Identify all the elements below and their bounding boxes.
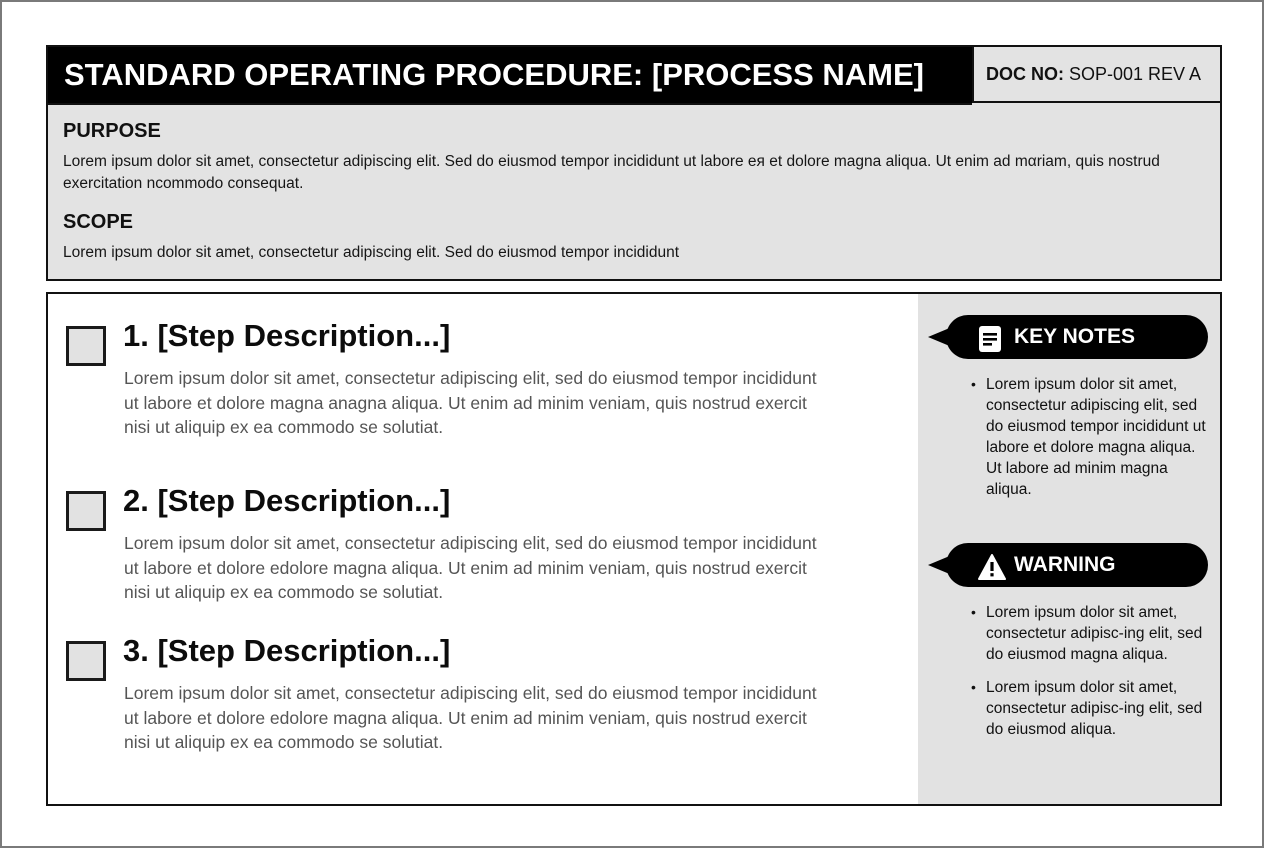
step-2-text: Lorem ipsum dolor sit amet, consectetur adipiscing elit, sed do eiusmod tempor incididunt ut labore et dolore edolore magna aliqua. Ut enim ad minim veniam, quis nostrud exercit nisi ut aliquip ex ea commodo se solutiat.	[124, 533, 817, 602]
purpose-text: Lorem ipsum dolor sit amet, consectetur adipiscing elit. Sed do eiusmod tempor incididunt ut labore eᴙ et dolore magna aliqua. Ut enim ad mαriam, quis nostrud exercitation ncommodo consequat.	[63, 153, 1160, 192]
list-item: • Lorem ipsum dolor sit amet, consectetur adipiscing elit, sed do eiusmod tempor incididunt ut labore et dolore magna aliqua. Ut labore ad minim magna aliqua.	[966, 374, 1206, 500]
list-item: • Lorem ipsum dolor sit amet, consectetur adipisc-ing elit, sed do eiusmod magna aliqua.	[966, 602, 1206, 665]
step-2-checkbox[interactable]	[66, 491, 106, 531]
list-item: • Lorem ipsum dolor sit amet, consectetur adipisc-ing elit, sed do eiusmod aliqua.	[966, 677, 1206, 740]
title-divider	[48, 103, 972, 105]
warning-callout	[946, 543, 1208, 587]
warning-label: WARNING	[1014, 553, 1116, 576]
page-title: STANDARD OPERATING PROCEDURE: [PROCESS NAME]	[48, 47, 972, 103]
doc-number-label: DOC NO:	[986, 64, 1064, 84]
document-icon	[978, 324, 1004, 350]
notes-sidebar	[918, 294, 1220, 804]
key-notes-callout	[946, 315, 1208, 359]
step-1-checkbox[interactable]	[66, 326, 106, 366]
procedure-steps-block	[46, 292, 1222, 806]
scope-heading: SCOPE	[63, 211, 134, 233]
step-3-text: Lorem ipsum dolor sit amet, consectetur adipiscing elit, sed do eiusmod tempor incididunt ut labore et dolore edolore magna aliqua. Ut enim ad minim veniam, quis nostrud exercit nisi ut aliquip ex ea commodo se solutiat.	[124, 683, 817, 752]
doc-number-box	[972, 47, 1220, 103]
doc-number-value: SOP-001 REV A	[1064, 64, 1202, 84]
warning-list	[966, 602, 1206, 752]
step-3-title: 3. [Step Description...]	[123, 633, 451, 668]
step-1-text: Lorem ipsum dolor sit amet, consectetur adipiscing elit, sed do eiusmod tempor incididunt ut labore et dolore magna anagna aliqua. Ut enim ad minim veniam, quis nostrud exercit nisi ut aliquip ex ea commodo se solutiat.	[124, 368, 817, 437]
scope-text: Lorem ipsum dolor sit amet, consectetur adipiscing elit. Sed do eiusmod tempor incididunt	[63, 244, 680, 261]
step-1-title: 1. [Step Description...]	[123, 318, 451, 353]
key-notes-label: KEY NOTES	[1014, 325, 1135, 348]
warning-triangle-icon	[978, 552, 1004, 578]
purpose-heading: PURPOSE	[63, 120, 161, 142]
step-3-checkbox[interactable]	[66, 641, 106, 681]
sop-header-block	[46, 45, 1222, 281]
step-2-title: 2. [Step Description...]	[123, 483, 451, 518]
key-notes-list	[966, 374, 1206, 512]
